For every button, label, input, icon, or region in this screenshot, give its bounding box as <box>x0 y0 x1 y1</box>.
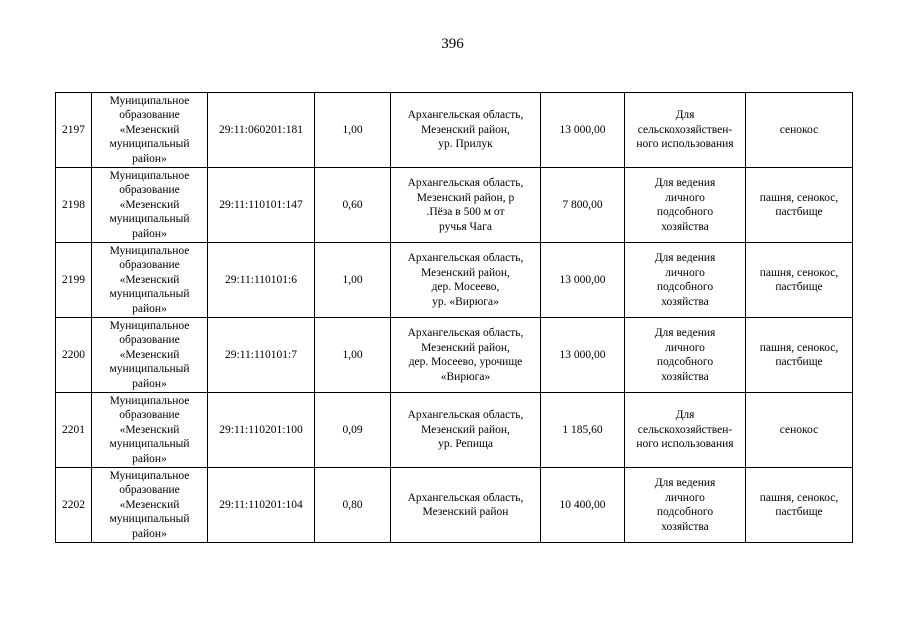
address-cell: Архангельская область, Мезенский район, ур. Прилук <box>391 93 541 168</box>
owner-cell: Муниципальное образование «Мезенский муниципальный район» <box>92 93 208 168</box>
cadastral-number-cell: 29:11:110101:6 <box>208 243 315 318</box>
row-number: 2200 <box>56 318 92 393</box>
cadastral-number-cell: 29:11:110101:147 <box>208 168 315 243</box>
cadastral-number-cell: 29:11:110201:100 <box>208 393 315 468</box>
table-row <box>56 393 853 468</box>
table-row <box>56 243 853 318</box>
row-number: 2198 <box>56 168 92 243</box>
row-number: 2201 <box>56 393 92 468</box>
row-number: 2197 <box>56 93 92 168</box>
land-use-cell: сенокос <box>746 93 853 168</box>
purpose-cell: Для ведения личного подсобного хозяйства <box>625 318 746 393</box>
land-use-cell: пашня, сенокос, пастбище <box>746 468 853 543</box>
land-use-cell: пашня, сенокос, пастбище <box>746 318 853 393</box>
row-number: 2199 <box>56 243 92 318</box>
address-cell: Архангельская область, Мезенский район, дер. Мосеево, урочище «Вирюга» <box>391 318 541 393</box>
purpose-cell: Для ведения личного подсобного хозяйства <box>625 168 746 243</box>
land-use-cell: сенокос <box>746 393 853 468</box>
purpose-cell: Для сельскохозяйствен- ного использования <box>625 393 746 468</box>
owner-cell: Муниципальное образование «Мезенский муниципальный район» <box>92 243 208 318</box>
value-cell: 13 000,00 <box>541 318 625 393</box>
owner-cell: Муниципальное образование «Мезенский муниципальный район» <box>92 318 208 393</box>
purpose-cell: Для ведения личного подсобного хозяйства <box>625 243 746 318</box>
cadastral-number-cell: 29:11:060201:181 <box>208 93 315 168</box>
owner-cell: Муниципальное образование «Мезенский муниципальный район» <box>92 393 208 468</box>
page-number: 396 <box>441 36 464 52</box>
address-cell: Архангельская область, Мезенский район, дер. Мосеево, ур. «Вирюга» <box>391 243 541 318</box>
area-cell: 0,60 <box>315 168 391 243</box>
purpose-cell: Для сельскохозяйствен- ного использования <box>625 93 746 168</box>
value-cell: 1 185,60 <box>541 393 625 468</box>
area-cell: 1,00 <box>315 93 391 168</box>
land-use-cell: пашня, сенокос, пастбище <box>746 168 853 243</box>
table-row <box>56 93 853 168</box>
owner-cell: Муниципальное образование «Мезенский муниципальный район» <box>92 168 208 243</box>
value-cell: 13 000,00 <box>541 243 625 318</box>
address-cell: Архангельская область, Мезенский район, р .Пёза в 500 м от ручья Чага <box>391 168 541 243</box>
area-cell: 0,80 <box>315 468 391 543</box>
land-use-cell: пашня, сенокос, пастбище <box>746 243 853 318</box>
area-cell: 0,09 <box>315 393 391 468</box>
table-row <box>56 168 853 243</box>
address-cell: Архангельская область, Мезенский район <box>391 468 541 543</box>
cadastral-number-cell: 29:11:110101:7 <box>208 318 315 393</box>
owner-cell: Муниципальное образование «Мезенский муниципальный район» <box>92 468 208 543</box>
land-plots-table <box>55 92 853 543</box>
table-row <box>56 468 853 543</box>
value-cell: 7 800,00 <box>541 168 625 243</box>
value-cell: 13 000,00 <box>541 93 625 168</box>
area-cell: 1,00 <box>315 243 391 318</box>
area-cell: 1,00 <box>315 318 391 393</box>
value-cell: 10 400,00 <box>541 468 625 543</box>
table-row <box>56 318 853 393</box>
row-number: 2202 <box>56 468 92 543</box>
address-cell: Архангельская область, Мезенский район, ур. Репища <box>391 393 541 468</box>
cadastral-number-cell: 29:11:110201:104 <box>208 468 315 543</box>
purpose-cell: Для ведения личного подсобного хозяйства <box>625 468 746 543</box>
